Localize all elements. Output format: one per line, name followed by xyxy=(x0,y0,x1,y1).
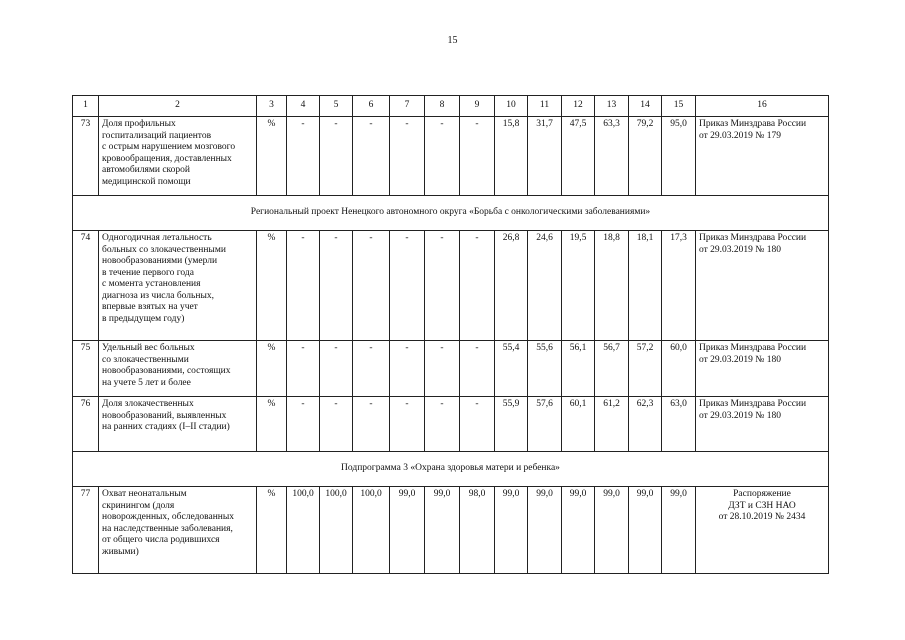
indicator-name-line: госпитализаций пациентов xyxy=(102,130,212,141)
unit-cell: % xyxy=(257,341,287,397)
indicator-name xyxy=(99,231,257,341)
value-cell: - xyxy=(425,341,460,397)
header-cell: 13 xyxy=(595,96,629,117)
value-cell: 24,6 xyxy=(528,231,562,341)
header-cell: 9 xyxy=(460,96,495,117)
table-row xyxy=(73,117,829,196)
value-cell: 56,7 xyxy=(595,341,629,397)
indicator-name-line: кровообращения, доставленных xyxy=(102,153,232,164)
indicator-name xyxy=(99,487,257,574)
value-cell: - xyxy=(390,341,425,397)
value-cell: 18,8 xyxy=(595,231,629,341)
value-cell: 26,8 xyxy=(495,231,528,341)
header-cell: 12 xyxy=(562,96,595,117)
source-line: Распоряжение xyxy=(733,489,791,499)
value-cell: - xyxy=(287,231,320,341)
header-cell: 4 xyxy=(287,96,320,117)
indicator-name-line: Охват неонатальным xyxy=(102,489,187,499)
value-cell: 55,9 xyxy=(495,397,528,452)
header-cell: 2 xyxy=(99,96,257,117)
unit-cell: % xyxy=(257,397,287,452)
source-line: Приказ Минздрава России xyxy=(699,343,807,353)
value-cell: - xyxy=(353,341,390,397)
source-line: от 29.03.2019 № 180 xyxy=(699,354,781,365)
indicator-name-line: на наследственные заболевания, xyxy=(102,523,233,534)
indicator-name-line: на учете 5 лет и более xyxy=(102,377,191,388)
indicator-name-line: Одногодичная летальность xyxy=(102,233,212,243)
header-row xyxy=(73,96,829,117)
indicator-name-line: с острым нарушением мозгового xyxy=(102,142,236,152)
value-cell: - xyxy=(320,117,353,196)
value-cell: - xyxy=(425,231,460,341)
value-cell: - xyxy=(320,397,353,452)
value-cell: 18,1 xyxy=(629,231,662,341)
value-cell: - xyxy=(353,117,390,196)
indicator-name-line: Доля профильных xyxy=(102,119,176,129)
row-number: 77 xyxy=(73,487,99,574)
indicator-name xyxy=(99,341,257,397)
source-line: от 29.03.2019 № 179 xyxy=(699,130,781,141)
indicator-name-line: со злокачественными xyxy=(102,354,189,365)
source-line: ДЗТ и СЗН НАО xyxy=(728,500,796,511)
section-title: Подпрограмма 3 «Охрана здоровья матери и ребенка» xyxy=(73,452,829,487)
row-number: 75 xyxy=(73,341,99,397)
value-cell: 61,2 xyxy=(595,397,629,452)
value-cell: - xyxy=(425,397,460,452)
value-cell: 99,0 xyxy=(425,487,460,574)
source-document xyxy=(696,487,829,574)
header-cell: 16 xyxy=(696,96,829,117)
value-cell: 99,0 xyxy=(528,487,562,574)
value-cell: - xyxy=(287,117,320,196)
header-cell: 6 xyxy=(353,96,390,117)
value-cell: - xyxy=(460,117,495,196)
source-line: от 29.03.2019 № 180 xyxy=(699,244,781,255)
header-cell: 11 xyxy=(528,96,562,117)
table-row xyxy=(73,231,829,341)
indicator-name-line: от общего числа родившихся xyxy=(102,535,220,545)
indicator-name-line: с момента установления xyxy=(102,279,201,289)
value-cell: 47,5 xyxy=(562,117,595,196)
value-cell: - xyxy=(353,397,390,452)
value-cell: 19,5 xyxy=(562,231,595,341)
unit-cell: % xyxy=(257,231,287,341)
value-cell: 57,6 xyxy=(528,397,562,452)
value-cell: 55,6 xyxy=(528,341,562,397)
value-cell: 99,0 xyxy=(629,487,662,574)
section-row xyxy=(73,196,829,231)
indicator-name-line: впервые взятых на учет xyxy=(102,302,198,312)
indicators-table xyxy=(72,95,829,574)
value-cell: - xyxy=(287,397,320,452)
header-cell: 3 xyxy=(257,96,287,117)
value-cell: 99,0 xyxy=(662,487,696,574)
value-cell: - xyxy=(320,341,353,397)
indicator-name-line: Удельный вес больных xyxy=(102,343,195,353)
indicator-name xyxy=(99,397,257,452)
indicator-name-line: больных со злокачественными xyxy=(102,244,226,255)
section-row xyxy=(73,452,829,487)
row-number: 73 xyxy=(73,117,99,196)
source-document xyxy=(696,397,829,452)
page-number: 15 xyxy=(447,35,458,46)
indicator-name-line: медицинской помощи xyxy=(102,176,191,187)
indicator-name-line: автомобилями скорой xyxy=(102,165,191,175)
source-document xyxy=(696,231,829,341)
value-cell: - xyxy=(425,117,460,196)
value-cell: - xyxy=(320,231,353,341)
header-cell: 10 xyxy=(495,96,528,117)
indicator-name-line: новообразованиями (умерли xyxy=(102,256,218,266)
indicator-name-line: новорожденных, обследованных xyxy=(102,512,235,522)
value-cell: - xyxy=(353,231,390,341)
row-number: 74 xyxy=(73,231,99,341)
value-cell: 99,0 xyxy=(595,487,629,574)
header-cell: 15 xyxy=(662,96,696,117)
source-line: Приказ Минздрава России xyxy=(699,233,807,243)
header-cell: 5 xyxy=(320,96,353,117)
value-cell: 98,0 xyxy=(460,487,495,574)
value-cell: 17,3 xyxy=(662,231,696,341)
indicator-name xyxy=(99,117,257,196)
row-number: 76 xyxy=(73,397,99,452)
value-cell: 56,1 xyxy=(562,341,595,397)
value-cell: 63,3 xyxy=(595,117,629,196)
indicator-name-line: в предыдущем году) xyxy=(102,313,185,324)
header-cell: 14 xyxy=(629,96,662,117)
value-cell: 62,3 xyxy=(629,397,662,452)
value-cell: - xyxy=(390,397,425,452)
indicator-name-line: новообразованиями, состоящих xyxy=(102,366,231,376)
source-line: от 29.03.2019 № 180 xyxy=(699,410,781,421)
indicator-name-line: новообразований, выявленных xyxy=(102,410,227,421)
indicator-name-line: живыми) xyxy=(102,546,139,557)
table-row xyxy=(73,341,829,397)
header-cell: 7 xyxy=(390,96,425,117)
value-cell: - xyxy=(287,341,320,397)
indicator-name-line: в течение первого года xyxy=(102,267,194,278)
value-cell: - xyxy=(390,117,425,196)
value-cell: 99,0 xyxy=(495,487,528,574)
value-cell: - xyxy=(460,397,495,452)
value-cell: 100,0 xyxy=(287,487,320,574)
header-cell: 1 xyxy=(73,96,99,117)
value-cell: 57,2 xyxy=(629,341,662,397)
header-cell: 8 xyxy=(425,96,460,117)
source-line: Приказ Минздрава России xyxy=(699,119,807,129)
value-cell: - xyxy=(460,231,495,341)
value-cell: 55,4 xyxy=(495,341,528,397)
value-cell: 95,0 xyxy=(662,117,696,196)
source-document xyxy=(696,117,829,196)
indicator-name-line: скринингом (доля xyxy=(102,500,175,511)
section-title: Региональный проект Ненецкого автономного округа «Борьба с онкологическими заболеваниями» xyxy=(73,196,829,231)
source-document xyxy=(696,341,829,397)
source-line: Приказ Минздрава России xyxy=(699,399,807,409)
indicator-name-line: Доля злокачественных xyxy=(102,399,194,409)
unit-cell: % xyxy=(257,487,287,574)
value-cell: 31,7 xyxy=(528,117,562,196)
indicator-name-line: на ранних стадиях (I–II стадии) xyxy=(102,422,230,432)
indicator-name-line: диагноза из числа больных, xyxy=(102,290,214,301)
source-line: от 28.10.2019 № 2434 xyxy=(718,512,806,522)
table-row xyxy=(73,397,829,452)
value-cell: 99,0 xyxy=(390,487,425,574)
value-cell: 99,0 xyxy=(562,487,595,574)
value-cell: 60,1 xyxy=(562,397,595,452)
value-cell: 15,8 xyxy=(495,117,528,196)
value-cell: 63,0 xyxy=(662,397,696,452)
value-cell: - xyxy=(460,341,495,397)
value-cell: 79,2 xyxy=(629,117,662,196)
value-cell: 100,0 xyxy=(320,487,353,574)
unit-cell: % xyxy=(257,117,287,196)
value-cell: - xyxy=(390,231,425,341)
value-cell: 60,0 xyxy=(662,341,696,397)
value-cell: 100,0 xyxy=(353,487,390,574)
table-row xyxy=(73,487,829,574)
